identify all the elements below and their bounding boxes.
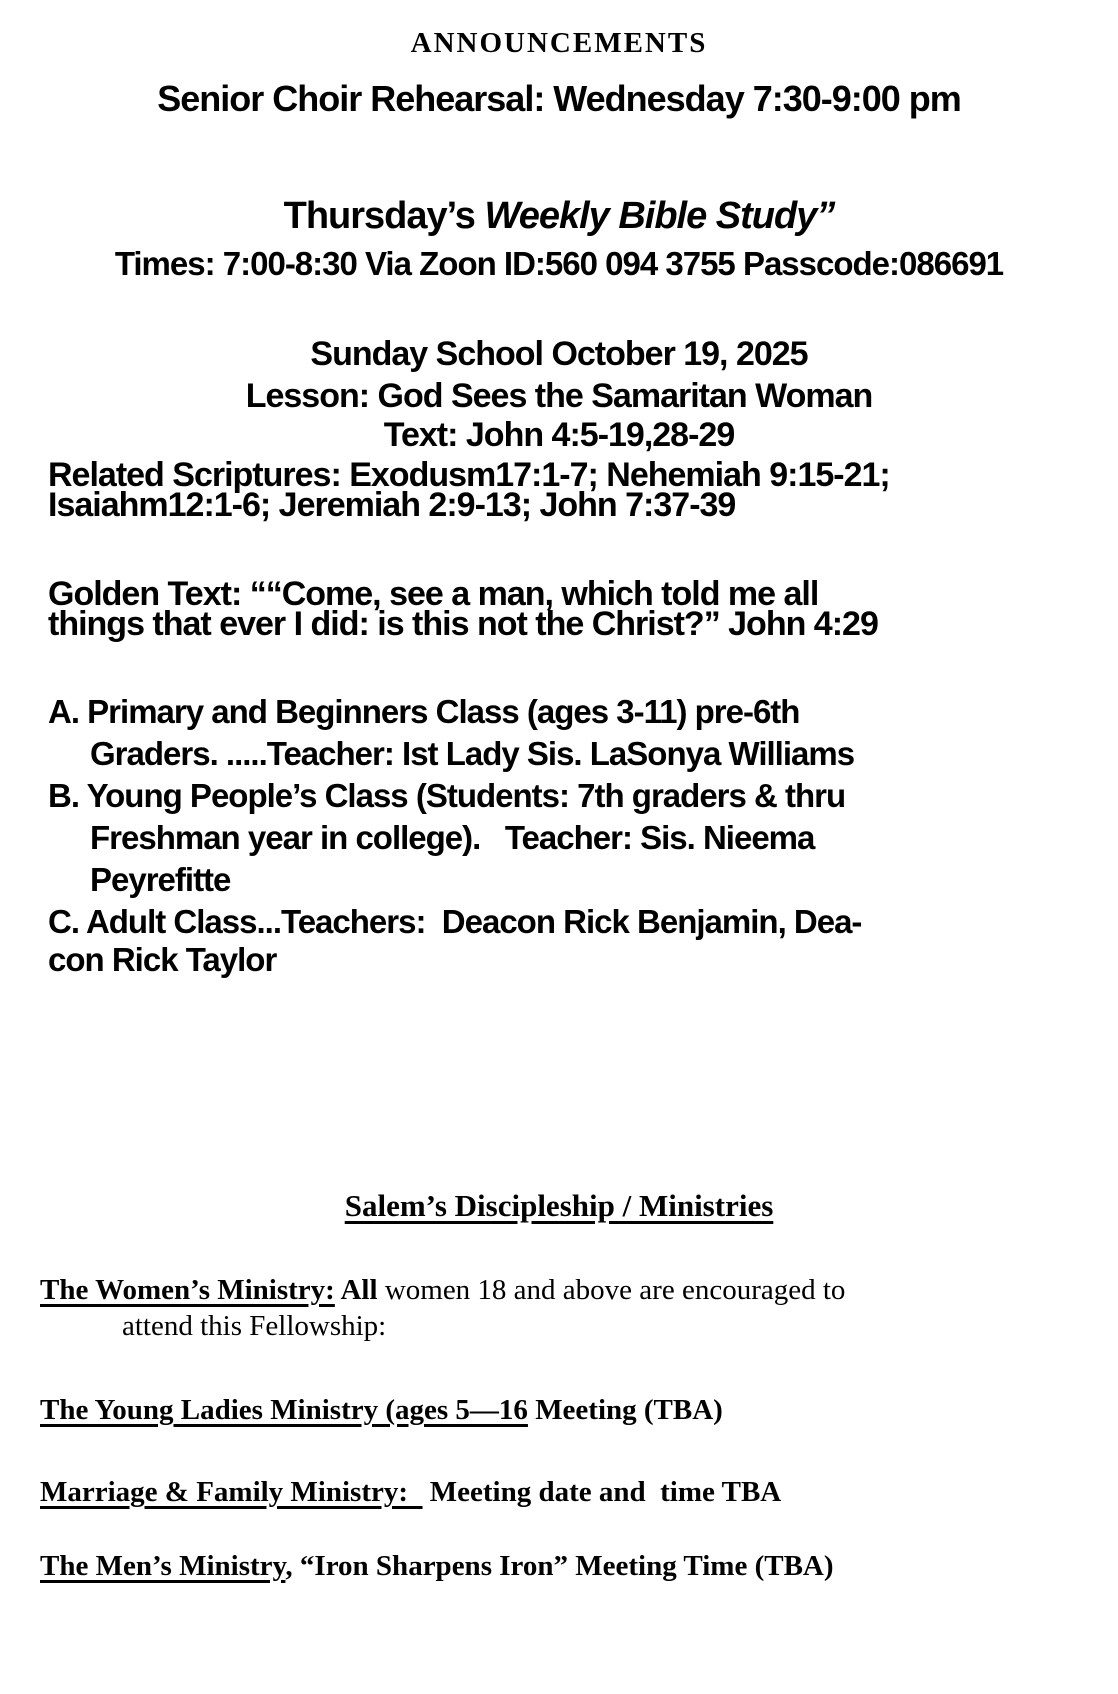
bible-study-day: Thursday’s xyxy=(283,195,485,237)
golden-text xyxy=(0,575,1118,643)
womens-ministry-bold-word: All xyxy=(334,1274,378,1306)
class-b-line2: Freshman year in college). Teacher: Sis. Nieema xyxy=(90,819,815,856)
class-c-line2: con Rick Taylor xyxy=(48,941,277,978)
ministries-heading-text: Salem’s Discipleship / Ministries xyxy=(344,1188,774,1223)
related-scriptures-line1: Related Scriptures: Exodusm17:1-7; Nehemiah 9:15-21; xyxy=(48,456,890,494)
marriage-family-ministry-meeting: Meeting date and time TBA xyxy=(422,1476,782,1508)
class-a-line1: A. Primary and Beginners Class (ages 3-11) pre-6th xyxy=(48,693,800,730)
class-list xyxy=(0,691,1118,976)
womens-ministry-line1 xyxy=(40,1272,1102,1308)
mens-ministry-title: The Men’s Ministry xyxy=(40,1550,286,1582)
bible-study-title: Weekly Bible Study” xyxy=(484,195,835,237)
womens-ministry-line2: attend this Fellowship: xyxy=(122,1310,387,1342)
sunday-school-text-reference: Text: John 4:5-19,28-29 xyxy=(383,416,735,454)
sunday-school-lesson: Lesson: God Sees the Samaritan Woman xyxy=(245,377,873,415)
marriage-family-ministry-entry xyxy=(0,1474,1118,1510)
sunday-school-header: Sunday School October 19, 2025 xyxy=(310,335,808,373)
bible-study-times-line: Times: 7:00-8:30 Via Zoon ID:560 094 3755 Passcode:086691 xyxy=(114,245,1004,282)
womens-ministry-title: The Women’s Ministry: xyxy=(40,1274,335,1306)
class-b-line3: Peyrefitte xyxy=(90,861,231,898)
page-title: ANNOUNCEMENTS xyxy=(410,27,708,59)
ministries-heading xyxy=(0,1190,1118,1221)
bible-study-line xyxy=(0,197,1118,235)
golden-text-line1: Golden Text: ““Come, see a man, which told me all xyxy=(48,575,819,613)
class-a-line2: Graders. .....Teacher: Ist Lady Sis. LaSonya Williams xyxy=(90,735,855,772)
young-ladies-ministry-meeting: Meeting (TBA) xyxy=(527,1394,723,1426)
related-scriptures-line2: Isaiahm12:1-6; Jeremiah 2:9-13; John 7:37-39 xyxy=(48,486,736,524)
womens-ministry-entry xyxy=(0,1272,1118,1344)
mens-ministry-entry xyxy=(0,1548,1118,1584)
senior-choir-rehearsal-line: Senior Choir Rehearsal: Wednesday 7:30-9:00 pm xyxy=(157,78,961,119)
womens-ministry-description: women 18 and above are encouraged to xyxy=(377,1274,846,1306)
class-c-line1: C. Adult Class...Teachers: Deacon Rick Benjamin, Dea- xyxy=(48,903,862,940)
golden-text-line2: things that ever I did: is this not the Christ?” John 4:29 xyxy=(48,605,878,643)
young-ladies-ministry-entry xyxy=(0,1392,1118,1428)
related-scriptures xyxy=(0,456,1118,524)
mens-ministry-meeting: , “Iron Sharpens Iron” Meeting Time (TBA) xyxy=(285,1550,834,1582)
young-ladies-ministry-title: The Young Ladies Ministry (ages 5—16 xyxy=(40,1394,528,1426)
marriage-family-ministry-title: Marriage & Family Ministry: xyxy=(40,1476,423,1508)
class-b-line1: B. Young People’s Class (Students: 7th graders & thru xyxy=(48,777,846,814)
